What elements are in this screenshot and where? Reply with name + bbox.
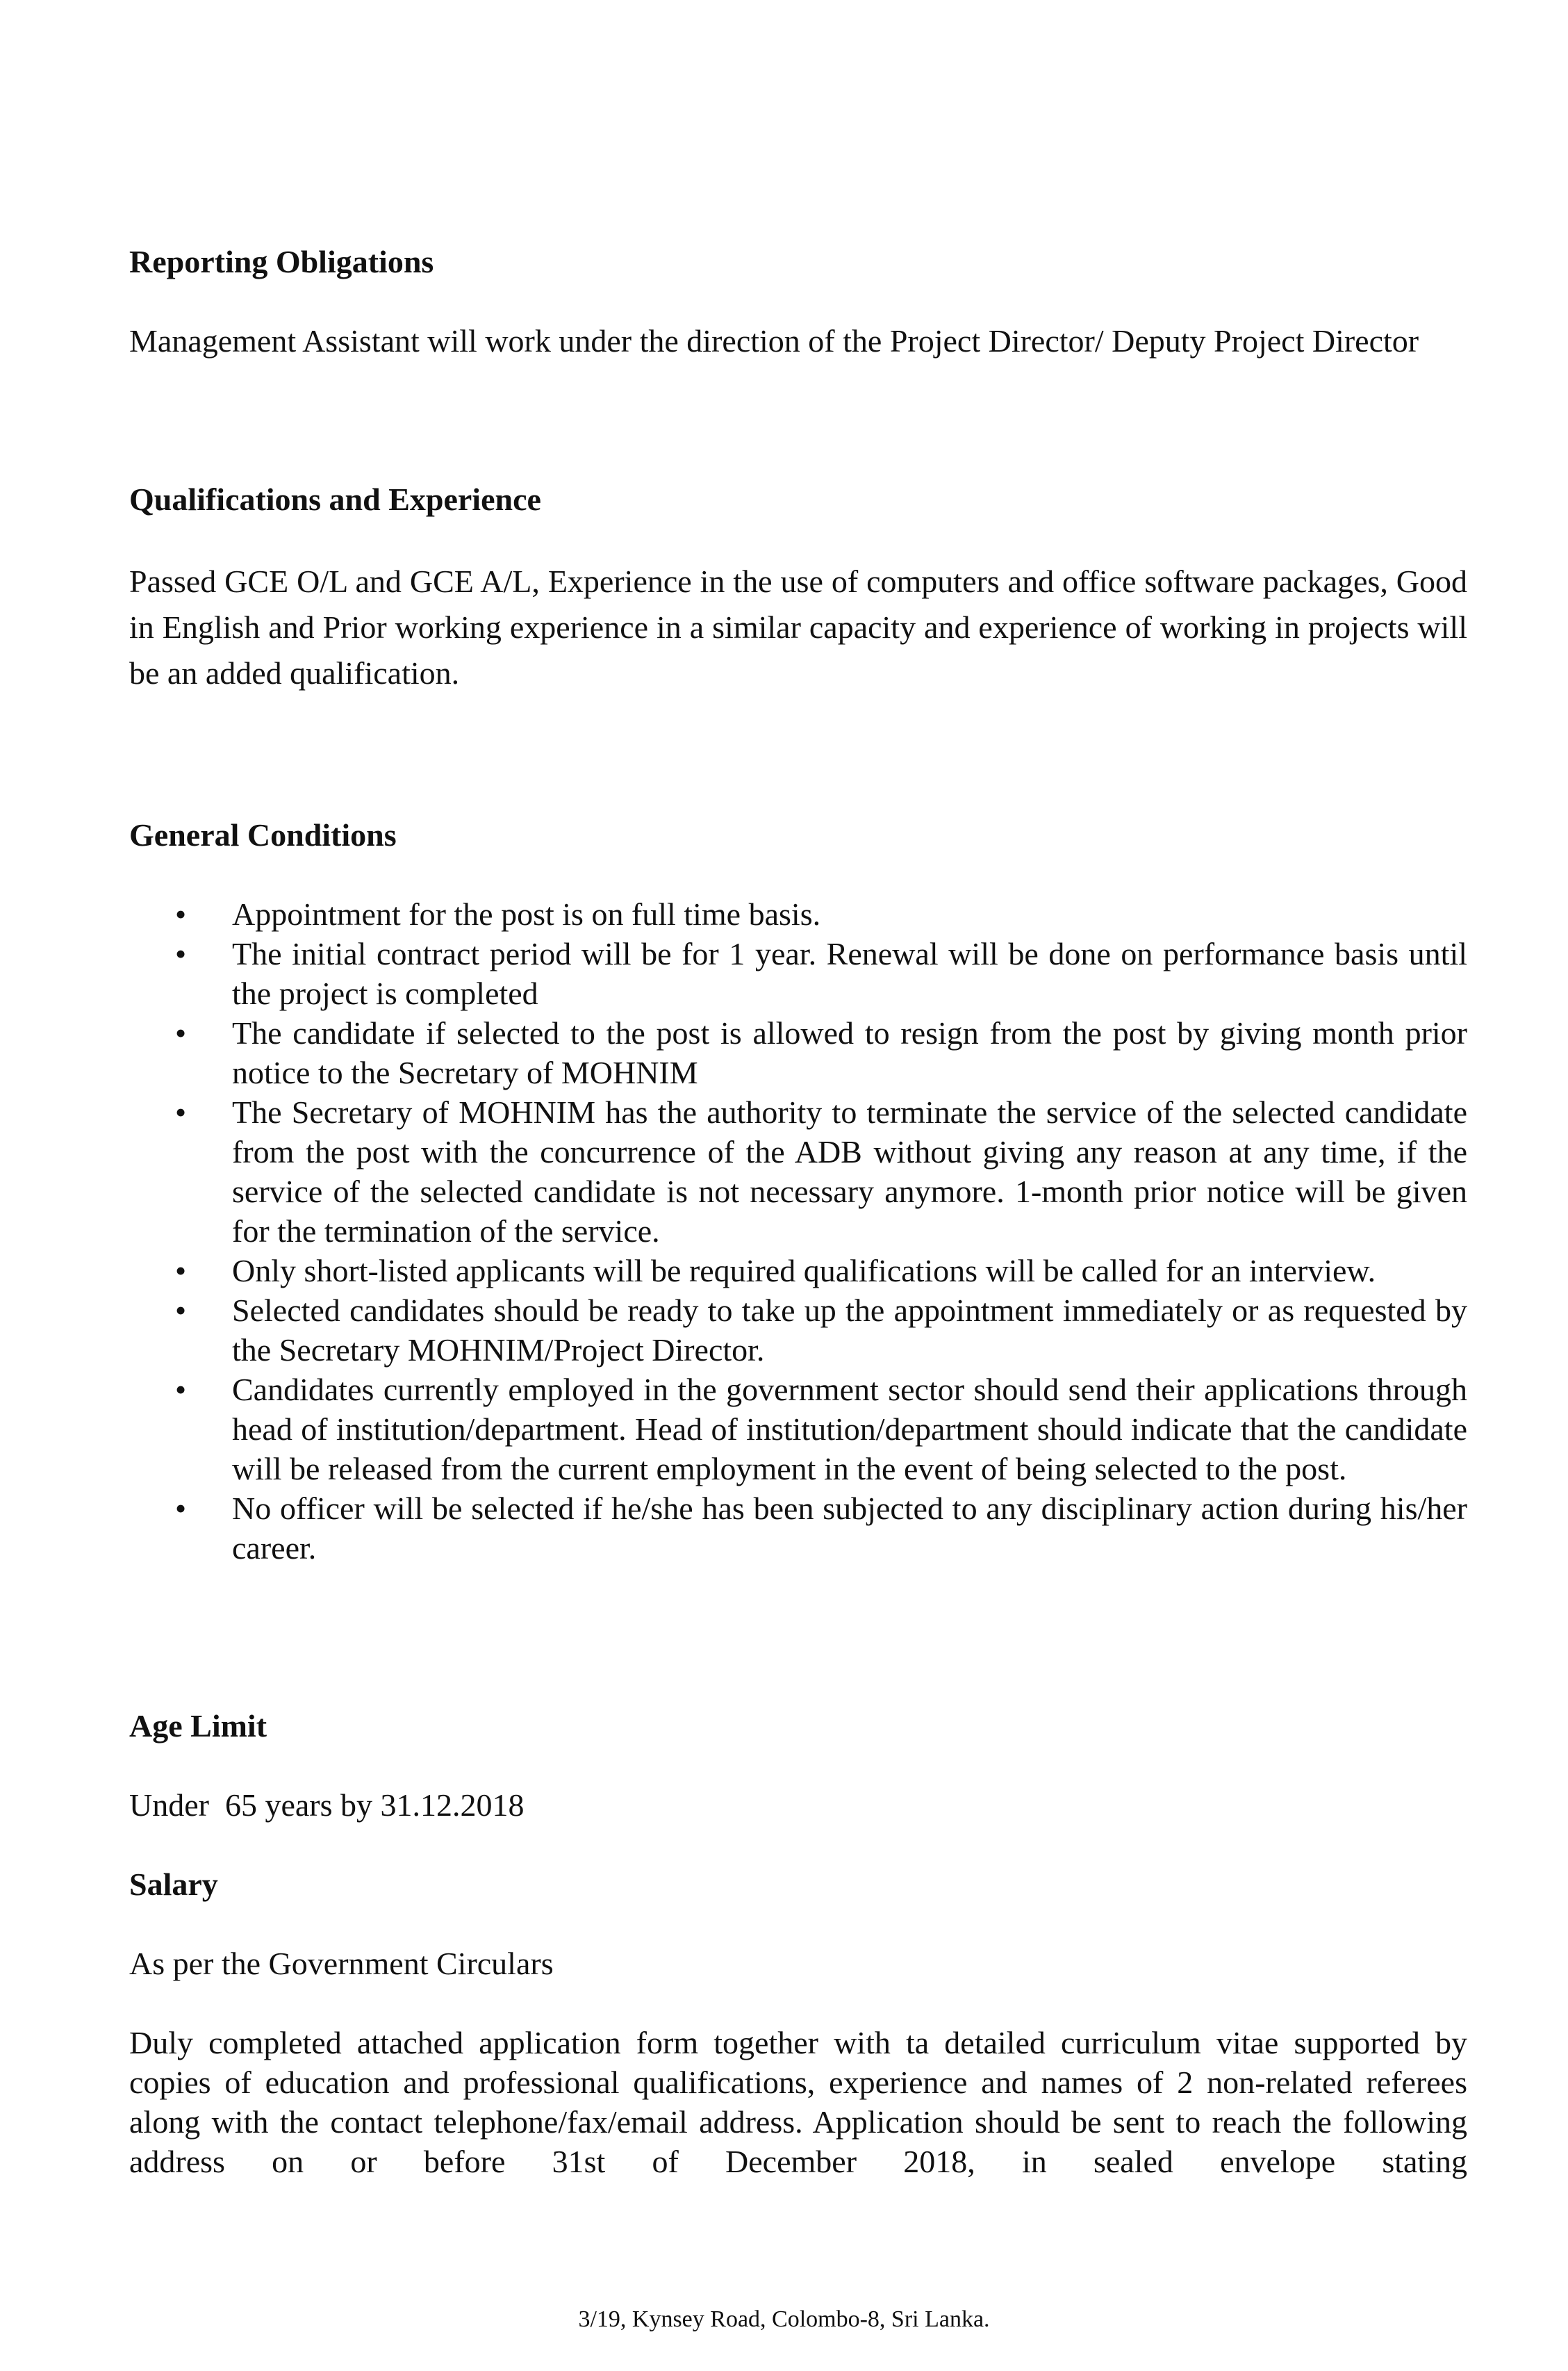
application-body: Duly completed attached application form together with ta detailed curriculum vitae supported by copies of education and professional qualifications, experience and names of 2 non-related referees along with the contact telephone/fax/email address. Application should be sent to reach the following address on or before 31st of December 2018, in sealed envelope stating: [129, 2025, 1467, 2179]
bullet-icon: •: [175, 1491, 187, 1526]
bullet-icon: •: [175, 1253, 187, 1288]
general-conditions-heading: General Conditions: [129, 817, 397, 853]
list-item: [129, 1488, 1467, 1568]
bullet-icon: •: [175, 1015, 187, 1051]
salary-body: As per the Government Circulars: [129, 1946, 554, 1981]
list-item: [129, 1370, 1467, 1488]
footer-address: 3/19, Kynsey Road, Colombo-8, Sri Lanka.: [578, 2306, 990, 2332]
list-item: [129, 934, 1467, 1013]
list-item-text: Candidates currently employed in the government sector should send their applications through head of institution/department. Head of institution/department should indicate that the candidate will be released from the current employment in the event of being selected to the post.: [232, 1372, 1467, 1486]
list-item-text: No officer will be selected if he/she has been subjected to any disciplinary action during his/her career.: [232, 1491, 1467, 1566]
list-item: [129, 1290, 1467, 1370]
list-item-text: The candidate if selected to the post is allowed to resign from the post by giving month prior notice to the Secretary of MOHNIM: [232, 1015, 1467, 1090]
list-item: [129, 894, 1467, 934]
qualifications-heading: Qualifications and Experience: [129, 482, 541, 517]
bullet-icon: •: [175, 1293, 187, 1328]
list-item-text: Only short-listed applicants will be required qualifications will be called for an interview.: [232, 1253, 1376, 1288]
list-item: [129, 1092, 1467, 1251]
list-item-text: The initial contract period will be for 1 year. Renewal will be done on performance basis until the project is completed: [232, 936, 1467, 1011]
age-limit-body: Under 65 years by 31.12.2018: [129, 1787, 525, 1823]
list-item-text: Appointment for the post is on full time basis.: [232, 896, 821, 932]
age-limit-heading: Age Limit: [129, 1708, 267, 1744]
salary-heading: Salary: [129, 1867, 218, 1902]
document-content: [129, 242, 1467, 2181]
list-item: [129, 1013, 1467, 1092]
reporting-heading: Reporting Obligations: [129, 244, 434, 279]
bullet-icon: •: [175, 936, 187, 971]
list-item-text: The Secretary of MOHNIM has the authority to terminate the service of the selected candidate from the post with the concurrence of the ADB without giving any reason at any time, if the service of the selected candidate is not necessary anymore. 1-month prior notice will be given for the termination of the service.: [232, 1094, 1467, 1249]
bullet-icon: •: [175, 1094, 187, 1130]
bullet-icon: •: [175, 896, 187, 932]
list-item: [129, 1251, 1467, 1290]
qualifications-body: Passed GCE O/L and GCE A/L, Experience in the use of computers and office software packages, Good in English and Prior working experience in a similar capacity and experience of working in projects will be an added qualification.: [129, 564, 1467, 691]
reporting-body: Management Assistant will work under the direction of the Project Director/ Deputy Project Director: [129, 323, 1419, 359]
general-conditions-list: [129, 894, 1467, 1568]
bullet-icon: •: [175, 1372, 187, 1407]
list-item-text: Selected candidates should be ready to take up the appointment immediately or as requested by the Secretary MOHNIM/Project Director.: [232, 1293, 1467, 1368]
